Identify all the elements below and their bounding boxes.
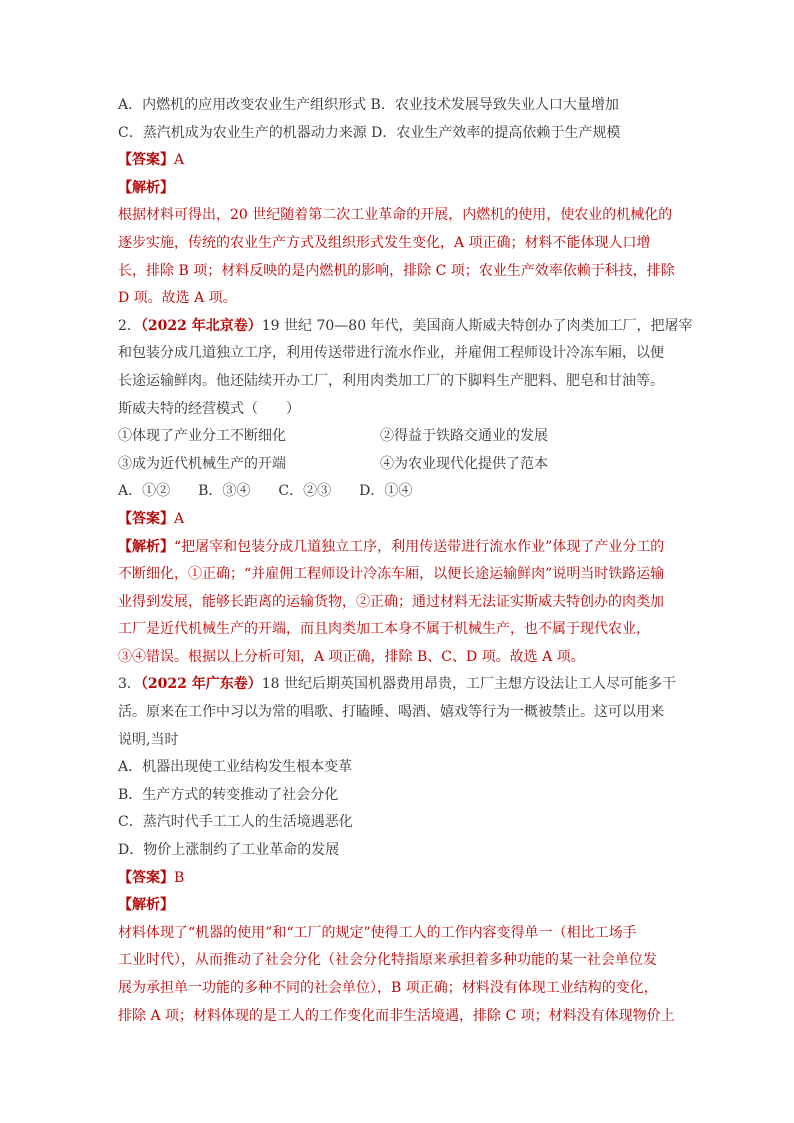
q3-stem-line: 活。原来在工作中习以为常的唱歌、打瞌睡、喝酒、嬉戏等行为一概被禁止。这可以用来	[118, 704, 664, 721]
q2-analysis-line	[118, 534, 678, 562]
answer-label: 【答案】	[118, 152, 174, 169]
q1-answer	[118, 147, 678, 175]
q3-stem-line	[118, 671, 678, 699]
q1-analysis-line: 长，排除 B 项；材料反映的是内燃机的影响，排除 C 项；农业生产效率依赖于科技，排除	[118, 262, 675, 279]
q1-analysis-heading	[118, 175, 678, 203]
document-page	[118, 92, 693, 1030]
answer-label: 【答案】	[118, 869, 174, 886]
q2-item: ③成为近代机械生产的开端	[118, 455, 286, 472]
q3-answer	[118, 865, 678, 893]
q3-option: A．机器出现使工业结构发生根本变革	[118, 759, 353, 776]
q3-option: D．物价上涨制约了工业革命的发展	[118, 842, 340, 859]
q2-option: A．①②	[118, 483, 171, 500]
q3-analysis-heading	[118, 892, 678, 920]
q2-stem-line: 和包装分成几道独立工序，利用传送带进行流水作业，并雇佣工程师设计冷冻车厢，以便	[118, 345, 664, 362]
q3-option: B．生产方式的转变推动了社会分化	[118, 786, 339, 803]
analysis-label: 【解析】	[118, 897, 174, 914]
q2-items-row	[118, 423, 678, 451]
q1-options-line-2: C．蒸汽机成为农业生产的机器动力来源 D．农业生产效率的提高依赖于生产规模	[118, 124, 621, 141]
q3-option: C．蒸汽时代手工工人的生活境遇恶化	[118, 814, 353, 831]
answer-value: B	[174, 869, 185, 886]
q2-analysis-line: 不断细化，①正确；“并雇佣工程师设计冷冻车厢，以便长途运输鲜肉”说明当时铁路运输	[118, 566, 665, 583]
q2-source: （2022 年北京卷）	[140, 317, 262, 334]
q2-stem-line: 长途运输鲜肉。他还陆续开办工厂，利用肉类加工厂的下脚料生产肥料、肥皂和甘油等。	[118, 372, 664, 389]
analysis-label: 【解析】	[118, 538, 174, 555]
q2-options-row	[118, 478, 678, 506]
q3-analysis-line: 排除 A 项；材料体现的是工人的工作变化而非生活境遇，排除 C 项；材料没有体现物价上	[118, 1007, 675, 1024]
q2-analysis-line: 工厂是近代机械生产的开端，而且肉类加工本身不属于机械生产，也不属于现代农业，	[118, 621, 650, 638]
q3-stem-text: 18 世纪后期英国机器费用昂贵，工厂主想方设法让工人尽可能多干	[261, 676, 677, 693]
q2-item: ①体现了产业分工不断细化	[118, 428, 286, 445]
q1-analysis-line: 逐步实施，传统的农业生产方式及组织形式发生变化，A 项正确；材料不能体现人口增	[118, 234, 651, 251]
q1-analysis-line: 根据材料可得出，20 世纪随着第二次工业革命的开展，内燃机的使用，使农业的机械化的	[118, 207, 673, 224]
q3-number: 3．	[118, 676, 141, 693]
q2-analysis-line: ③④错误。根据以上分析可知，A 项正确，排除 B、C、D 项。故选 A 项。	[118, 648, 585, 665]
q3-stem-line: 说明,当时	[118, 731, 179, 748]
q2-analysis-line: 业得到发展，能够长距离的运输货物，②正确；通过材料无法证实斯威夫特创办的肉类加	[118, 593, 664, 610]
answer-value: A	[174, 152, 185, 169]
answer-value: A	[174, 510, 185, 527]
q2-stem-line	[118, 313, 693, 341]
q2-option: B．③④	[198, 483, 251, 500]
q3-source: （2022 年广东卷）	[140, 676, 262, 693]
q2-option: D．①④	[359, 483, 413, 500]
q2-items-row	[118, 451, 678, 479]
q1-options-line-1: A．内燃机的应用改变农业生产组织形式 B．农业技术发展导致失业人口大量增加	[118, 97, 619, 113]
q3-analysis-line: 展为承担单一功能的多种不同的社会单位），B 项正确；材料没有体现工业结构的变化，	[118, 980, 658, 996]
answer-label: 【答案】	[118, 510, 174, 527]
q3-analysis-line: 材料体现了“机器的使用”和“工厂的规定”使得工人的工作内容变得单一（相比工场手	[118, 924, 637, 941]
q2-number: 2．	[118, 317, 141, 334]
q2-stem-line: 斯威夫特的经营模式（ ）	[118, 400, 300, 417]
q2-item: ②得益于铁路交通业的发展	[380, 428, 548, 445]
q2-item: ④为农业现代化提供了范本	[380, 455, 548, 472]
q2-analysis-text: “把屠宰和包装分成几道独立工序，利用传送带进行流水作业”体现了产业分工的	[174, 538, 665, 555]
q3-analysis-line: 工业时代），从而推动了社会分化（社会分化特指原来承担着多种功能的某一社会单位发	[118, 952, 657, 969]
q1-analysis-line: D 项。故选 A 项。	[118, 290, 237, 307]
analysis-label: 【解析】	[118, 179, 174, 196]
q2-answer	[118, 506, 678, 534]
q2-stem-text: 19 世纪 70—80 年代，美国商人斯威夫特创办了肉类加工厂，把屠宰	[261, 317, 693, 334]
q2-option: C．②③	[278, 483, 332, 500]
